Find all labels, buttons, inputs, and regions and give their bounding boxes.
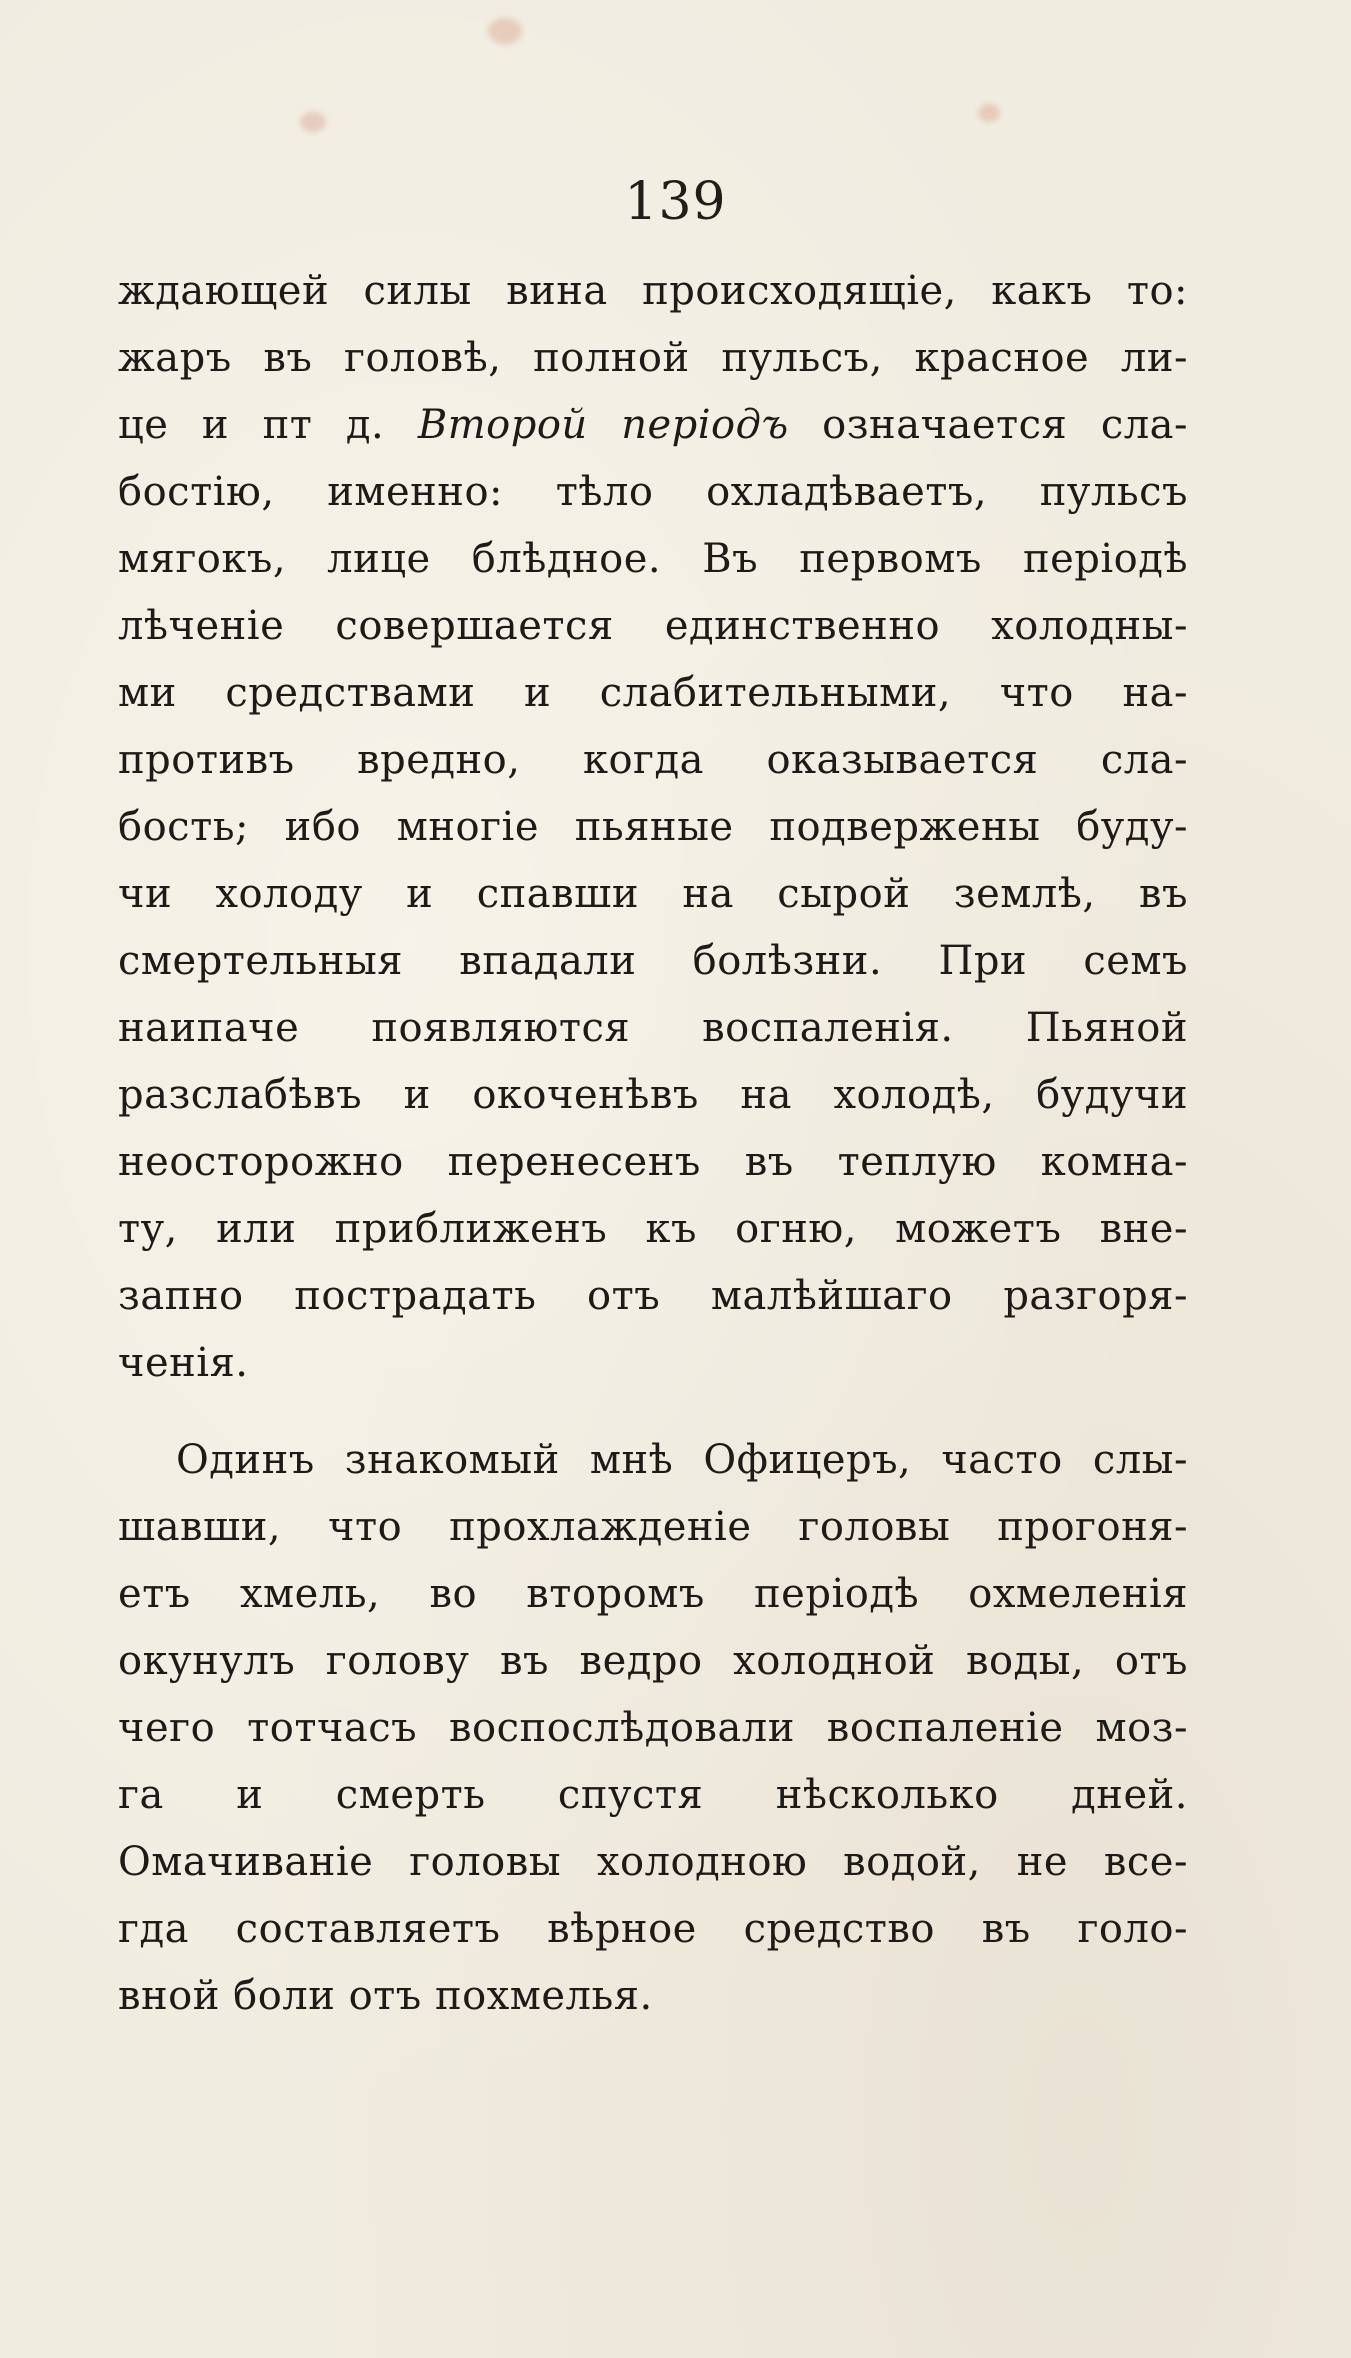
text-fragment: це и пт д. — [118, 402, 385, 448]
text-line: ченія. — [118, 1340, 249, 1386]
text-line: запно пострадать отъ малѣйшаго разгоря- — [118, 1273, 1188, 1319]
text-line — [118, 392, 1188, 459]
paragraph — [118, 258, 1188, 1397]
text-line: неосторожно перенесенъ въ теплую комна- — [118, 1139, 1188, 1185]
text-line: бостію, именно: тѣло охладѣваетъ, пульсъ — [118, 469, 1188, 515]
text-line: окунулъ голову въ ведро холодной воды, отъ — [118, 1638, 1188, 1684]
text-line: ту, или приближенъ къ огню, можетъ вне- — [118, 1206, 1188, 1252]
text-line: смертельныя впадали болѣзни. При семъ — [118, 938, 1188, 984]
paper-stain — [488, 18, 522, 44]
paper-stain — [978, 104, 1000, 122]
text-line: бость; ибо многіе пьяные подвержены буду- — [118, 804, 1188, 850]
text-line: лѣченіе совершается единственно холодны- — [118, 603, 1188, 649]
text-line: вной боли отъ похмелья. — [118, 1973, 653, 2019]
paragraph — [118, 1427, 1188, 2030]
body-text — [118, 258, 1188, 2030]
page-number: 139 — [624, 172, 727, 232]
text-fragment: означается сла- — [822, 402, 1188, 448]
text-line: жаръ въ головѣ, полной пульсъ, красное ли- — [118, 335, 1188, 381]
text-line: чего тотчасъ воспослѣдовали воспаленіе моз- — [118, 1705, 1188, 1751]
text-line: гда составляетъ вѣрное средство въ голо- — [118, 1906, 1188, 1952]
text-line: ми средствами и слабительными, что на- — [118, 670, 1188, 716]
text-line: мягокъ, лице блѣдное. Въ первомъ періодѣ — [118, 536, 1188, 582]
text-line: противъ вредно, когда оказывается сла- — [118, 737, 1188, 783]
paragraph-gap — [118, 1397, 1188, 1427]
text-line: шавши, что прохлажденіе головы прогоня- — [118, 1504, 1188, 1550]
text-line: разслабѣвъ и окоченѣвъ на холодѣ, будучи — [118, 1072, 1188, 1118]
text-line: га и смерть спустя нѣсколько дней. — [118, 1772, 1188, 1818]
text-line: чи холоду и спавши на сырой землѣ, въ — [118, 871, 1188, 917]
paper-stain — [300, 112, 326, 132]
text-line: наипаче появляются воспаленія. Пьяной — [118, 1005, 1188, 1051]
text-line: Одинъ знакомый мнѣ Офицеръ, часто слы- — [176, 1437, 1188, 1483]
text-line: етъ хмель, во второмъ періодѣ охмеленія — [118, 1571, 1188, 1617]
text-line: ждающей силы вина происходящіе, какъ то: — [118, 268, 1188, 314]
text-line: Омачиваніе головы холодною водой, не все- — [118, 1839, 1188, 1885]
italic-term: Второй періодъ — [417, 402, 789, 448]
